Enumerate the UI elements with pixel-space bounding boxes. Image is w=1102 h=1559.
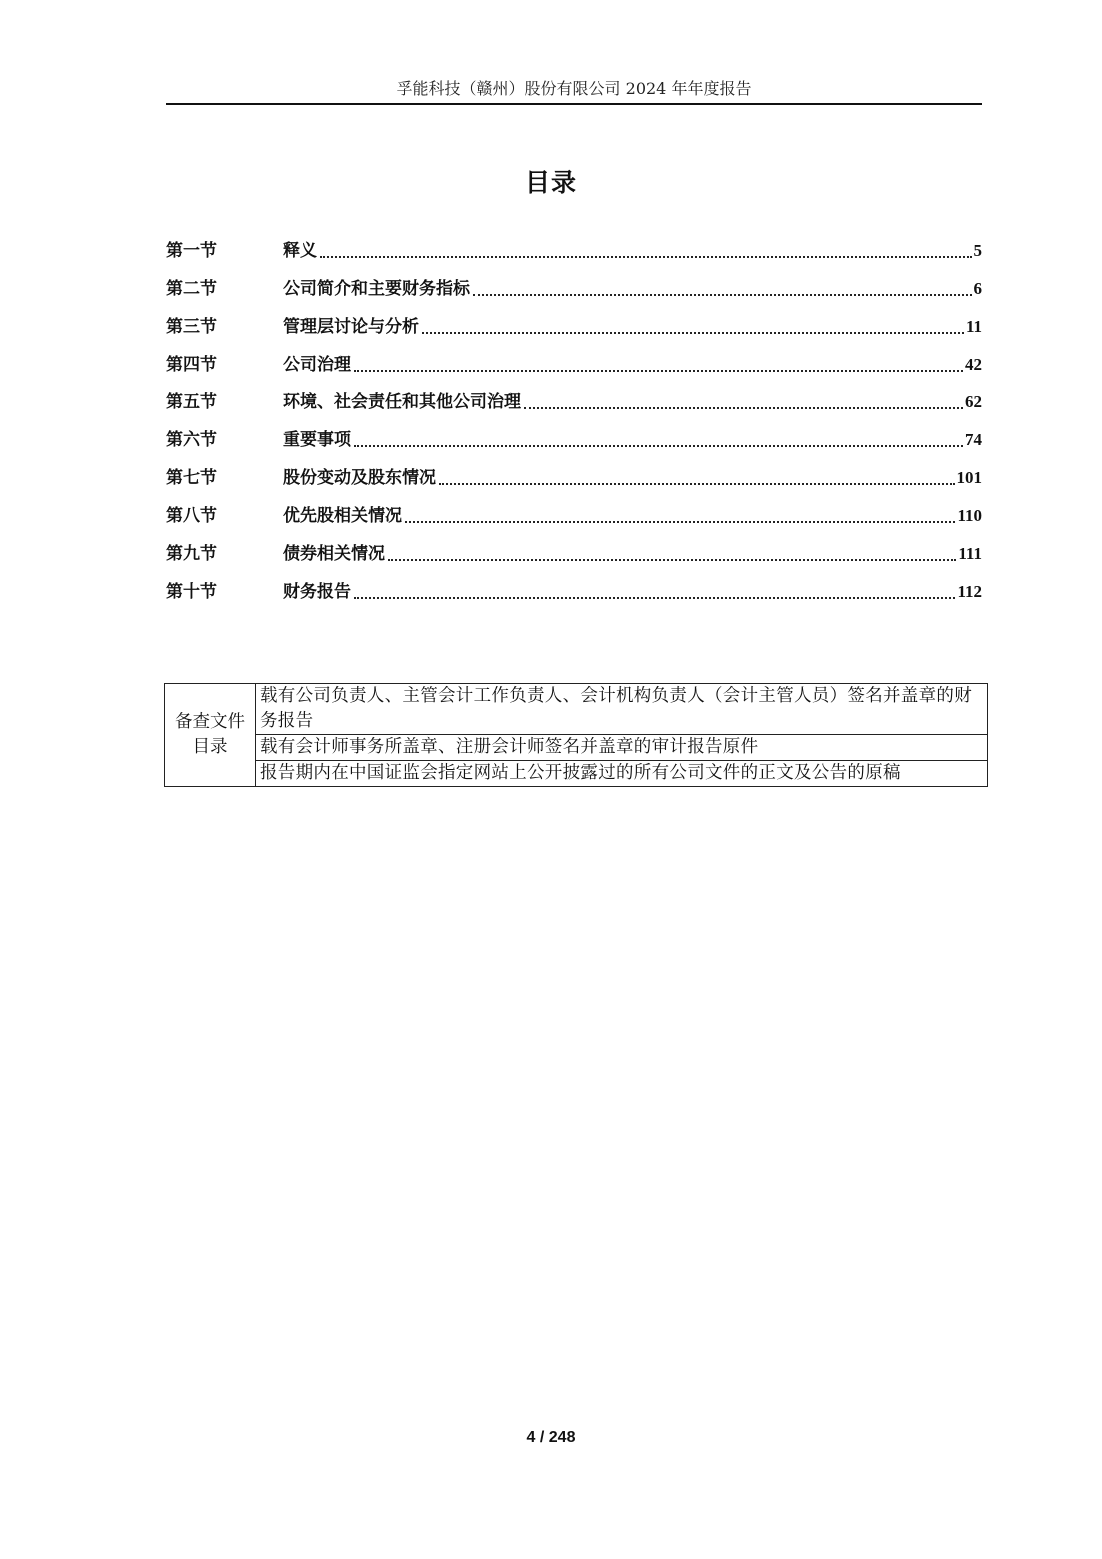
reference-doc-item: 载有公司负责人、主管会计工作负责人、会计机构负责人（会计主管人员）签名并盖章的财务报告	[256, 684, 988, 735]
toc-section-label: 第七节	[166, 468, 217, 489]
toc-section-name: 财务报告	[283, 581, 351, 602]
toc-entry-9[interactable]	[166, 531, 982, 569]
toc-page-number: 6	[973, 278, 982, 298]
reference-doc-item: 报告期内在中国证监会指定网站上公开披露过的所有公司文件的正文及公告的原稿	[256, 761, 988, 787]
toc-entry-3[interactable]	[166, 304, 982, 342]
toc-section-label: 第一节	[166, 240, 217, 261]
toc-dot-leader	[422, 331, 964, 334]
toc-dot-leader	[439, 482, 955, 485]
toc-dot-leader	[524, 406, 963, 409]
toc-section-label: 第十节	[166, 581, 217, 602]
reference-docs-heading-line: 备查文件	[175, 712, 245, 732]
toc-entry-10[interactable]	[166, 569, 982, 607]
toc-section-name: 股份变动及股东情况	[283, 468, 436, 489]
toc-dot-leader	[354, 444, 963, 447]
toc-entry-4[interactable]	[166, 342, 982, 380]
page-number: 4 / 248	[526, 1429, 576, 1446]
toc-page-number: 5	[973, 240, 982, 260]
toc-section-name: 管理层讨论与分析	[283, 316, 419, 337]
reference-documents-table	[164, 683, 988, 787]
toc-dot-leader	[405, 520, 955, 523]
toc-dot-leader	[354, 369, 963, 372]
toc-entry-5[interactable]	[166, 380, 982, 418]
toc-page-number: 112	[957, 581, 982, 601]
toc-entry-6[interactable]	[166, 417, 982, 455]
toc-dot-leader	[388, 558, 956, 561]
toc-entry-2[interactable]	[166, 266, 982, 304]
toc-page-number: 62	[965, 392, 982, 412]
page-header: 孚能科技（赣州）股份有限公司 2024 年年度报告	[166, 78, 982, 105]
toc-page-number: 110	[957, 506, 982, 526]
toc-entry-1[interactable]	[166, 228, 982, 266]
table-row	[165, 735, 988, 761]
toc-page-number: 42	[965, 354, 982, 374]
toc-section-name: 环境、社会责任和其他公司治理	[283, 392, 521, 413]
toc-dot-leader	[354, 596, 955, 599]
toc-section-name: 公司治理	[283, 354, 351, 375]
toc-section-label: 第六节	[166, 430, 217, 451]
toc-section-name: 重要事项	[283, 430, 351, 451]
toc-section-name: 释义	[283, 240, 317, 261]
toc-section-label: 第二节	[166, 278, 217, 299]
toc-entry-8[interactable]	[166, 493, 982, 531]
toc-title: 目录	[524, 168, 577, 197]
toc-section-label: 第九节	[166, 544, 217, 565]
toc-dot-leader	[320, 255, 972, 258]
table-row	[165, 761, 988, 787]
toc-section-name: 公司简介和主要财务指标	[283, 278, 470, 299]
toc-page-number: 111	[958, 544, 982, 564]
reference-docs-heading-line: 目录	[192, 737, 228, 757]
table-row	[165, 684, 988, 735]
toc-section-label: 第八节	[166, 506, 217, 527]
toc-page-number: 11	[965, 316, 982, 336]
toc-section-label: 第三节	[166, 316, 217, 337]
table-of-contents	[166, 228, 982, 607]
toc-page-number: 101	[956, 468, 982, 488]
reference-doc-item: 载有会计师事务所盖章、注册会计师签名并盖章的审计报告原件	[256, 735, 988, 761]
reference-docs-heading	[165, 684, 256, 787]
toc-section-name: 优先股相关情况	[283, 506, 402, 527]
toc-entry-7[interactable]	[166, 455, 982, 493]
toc-section-label: 第五节	[166, 392, 217, 413]
toc-page-number: 74	[965, 430, 982, 450]
toc-section-label: 第四节	[166, 354, 217, 375]
toc-dot-leader	[473, 293, 972, 296]
toc-section-name: 债券相关情况	[283, 544, 385, 565]
